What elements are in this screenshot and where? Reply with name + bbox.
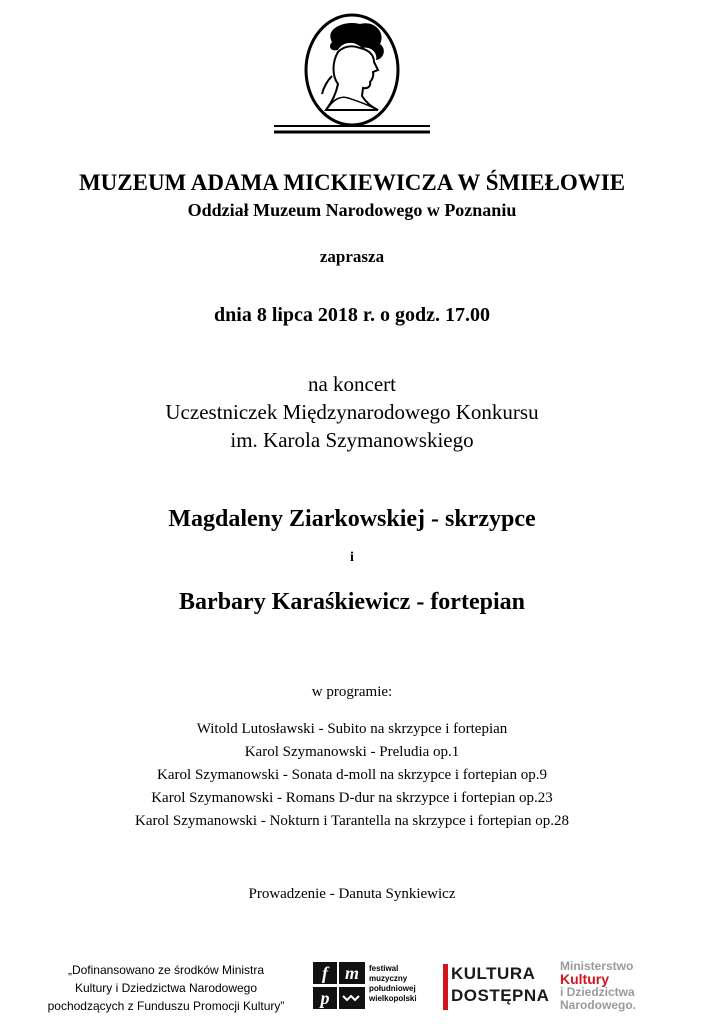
kultura-dostepna-logo xyxy=(443,962,550,1012)
program-item: Karol Szymanowski - Romans D-dur na skrzypce i fortepian op.23 xyxy=(151,790,553,806)
funding-notice xyxy=(24,961,308,1015)
concert-line-1: na koncert xyxy=(307,372,397,396)
festival-letter: f xyxy=(313,962,337,984)
funding-line: pochodzących z Funduszu Promocji Kultury” xyxy=(47,999,285,1013)
dostepna-word: DOSTĘPNA xyxy=(451,986,550,1005)
ministry-line: Narodowego. xyxy=(560,998,637,1012)
program-item: Karol Szymanowski - Nokturn i Tarantella na skrzypce i fortepian op.28 xyxy=(135,813,569,829)
museum-crest-portrait xyxy=(262,10,442,136)
festival-letter: p xyxy=(313,987,337,1009)
festival-logo xyxy=(313,962,417,1010)
invitation-word: zaprasza xyxy=(319,247,385,266)
program-item: Karol Szymanowski - Preludia op.1 xyxy=(244,744,460,760)
festival-word: wielkopolski xyxy=(369,994,417,1003)
festival-word: muzyczny xyxy=(369,974,408,983)
festival-words xyxy=(369,964,417,1004)
program-heading: w programie: xyxy=(311,684,393,700)
ministry-logo xyxy=(560,960,680,1014)
funding-line: „Dofinansowano ze środków Ministra xyxy=(67,963,265,977)
ministry-line: i Dziedzictwa xyxy=(560,985,635,999)
concert-line-3: im. Karola Szymanowskiego xyxy=(230,428,474,452)
performer-piano: Barbary Karaśkiewicz - fortepian xyxy=(179,589,525,615)
festival-word: południowej xyxy=(369,984,416,993)
event-date: dnia 8 lipca 2018 r. o godz. 17.00 xyxy=(214,304,490,326)
festival-letter: m xyxy=(339,962,365,984)
program-item: Karol Szymanowski - Sonata d-moll na skrzypce i fortepian op.9 xyxy=(157,767,547,783)
host-credit: Prowadzenie - Danuta Synkiewicz xyxy=(248,886,456,902)
wave-icon xyxy=(339,987,365,1009)
ministry-line: Ministerstwo xyxy=(560,959,634,973)
ministry-line: Kultury xyxy=(560,971,609,987)
performer-violin: Magdaleny Ziarkowskiej - skrzypce xyxy=(168,506,536,532)
logo-red-bar xyxy=(443,964,448,1010)
museum-subtitle: Oddział Muzeum Narodowego w Poznaniu xyxy=(187,200,517,220)
museum-title: MUZEUM ADAMA MICKIEWICZA W ŚMIEŁOWIE xyxy=(78,170,626,195)
conjunction: i xyxy=(350,550,354,565)
program-item: Witold Lutosławski - Subito na skrzypce i fortepian xyxy=(196,721,508,737)
funding-line: Kultury i Dziedzictwa Narodowego xyxy=(74,981,258,995)
kultura-word: KULTURA xyxy=(451,964,536,983)
concert-line-2: Uczestniczek Międzynarodowego Konkursu xyxy=(165,400,539,424)
festival-word: festiwal xyxy=(369,964,399,973)
